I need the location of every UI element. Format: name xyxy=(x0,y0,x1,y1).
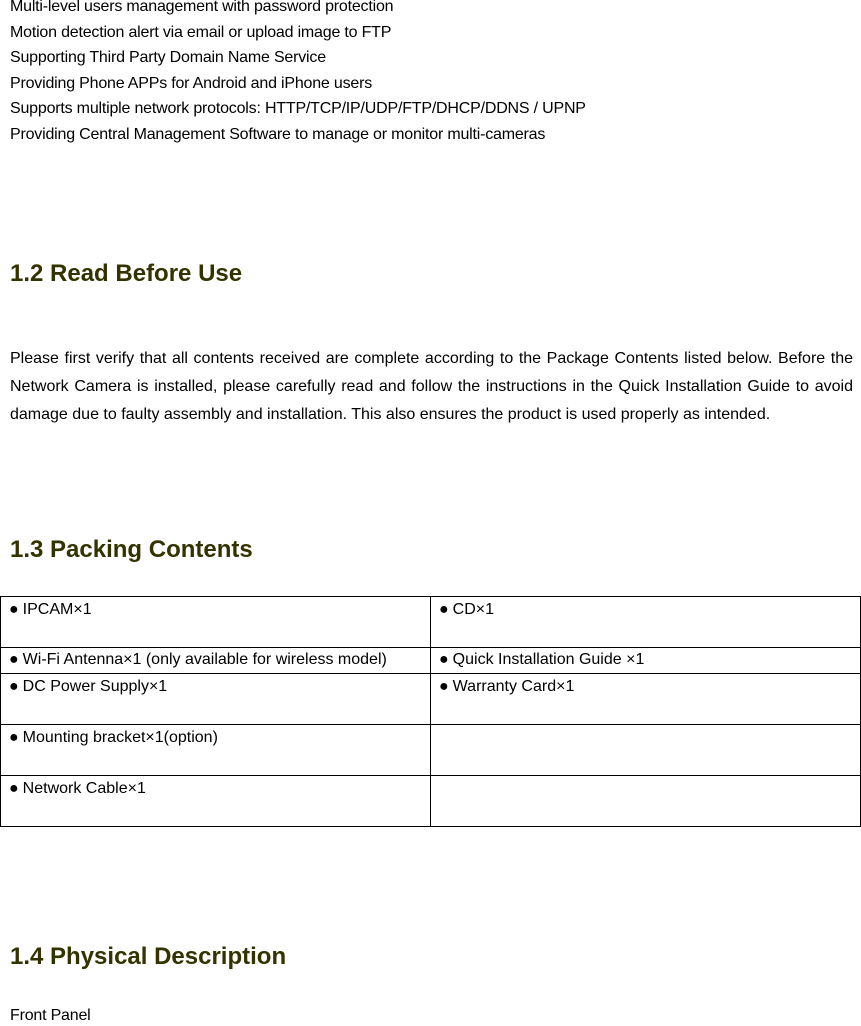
feature-line: Supports multiple network protocols: HTTP/TCP/IP/UDP/FTP/DHCP/DDNS / UPNP xyxy=(10,100,586,117)
table-cell xyxy=(431,597,861,648)
read-before-use-paragraph: Please first verify that all contents received are complete according to the Package Contents listed below. Before the Network Camera is installed, please carefully read and follow the instructions in the Quick Installation Guide to avoid damage due to faulty assembly and installation. This also ensures the product is used properly as intended. xyxy=(10,350,853,423)
bullet-icon: ● xyxy=(439,601,449,618)
section-heading-physical-description: 1.4 Physical Description xyxy=(10,943,287,970)
front-panel-label: Front Panel xyxy=(10,1007,91,1024)
feature-line: Providing Central Management Software to manage or monitor multi-cameras xyxy=(10,126,546,143)
bullet-icon: ● xyxy=(9,678,19,695)
table-row xyxy=(1,648,861,674)
table-row xyxy=(1,776,861,827)
table-cell xyxy=(1,725,431,776)
bullet-icon: ● xyxy=(9,780,19,797)
item-label: CD×1 xyxy=(452,601,495,618)
item-label: Wi-Fi Antenna×1 (only available for wireless model) xyxy=(22,651,387,668)
table-row xyxy=(1,674,861,725)
feature-line: Motion detection alert via email or upload image to FTP xyxy=(10,24,392,41)
bullet-icon: ● xyxy=(439,651,449,668)
bullet-icon: ● xyxy=(9,601,19,618)
table-row xyxy=(1,597,861,648)
item-label: Warranty Card×1 xyxy=(452,678,575,695)
table-cell xyxy=(1,597,431,648)
table-row xyxy=(1,725,861,776)
item-label: DC Power Supply×1 xyxy=(22,678,168,695)
item-label: Network Cable×1 xyxy=(22,780,146,797)
feature-line: Providing Phone APPs for Android and iPhone users xyxy=(10,75,372,92)
table-cell xyxy=(1,776,431,827)
feature-line: Multi-level users management with password protection xyxy=(10,0,394,15)
table-cell xyxy=(431,674,861,725)
bullet-icon: ● xyxy=(9,729,19,746)
table-cell xyxy=(431,648,861,674)
item-label: IPCAM×1 xyxy=(22,601,92,618)
feature-line: Supporting Third Party Domain Name Service xyxy=(10,49,326,66)
table-cell xyxy=(1,648,431,674)
section-heading-packing-contents: 1.3 Packing Contents xyxy=(10,536,253,563)
table-cell-empty xyxy=(431,725,861,776)
section-heading-read-before-use: 1.2 Read Before Use xyxy=(10,260,243,287)
item-label: Quick Installation Guide ×1 xyxy=(452,651,645,668)
item-label: Mounting bracket×1(option) xyxy=(22,729,218,746)
bullet-icon: ● xyxy=(439,678,449,695)
packing-contents-table xyxy=(0,596,861,827)
table-cell xyxy=(1,674,431,725)
table-cell-empty xyxy=(431,776,861,827)
bullet-icon: ● xyxy=(9,651,19,668)
